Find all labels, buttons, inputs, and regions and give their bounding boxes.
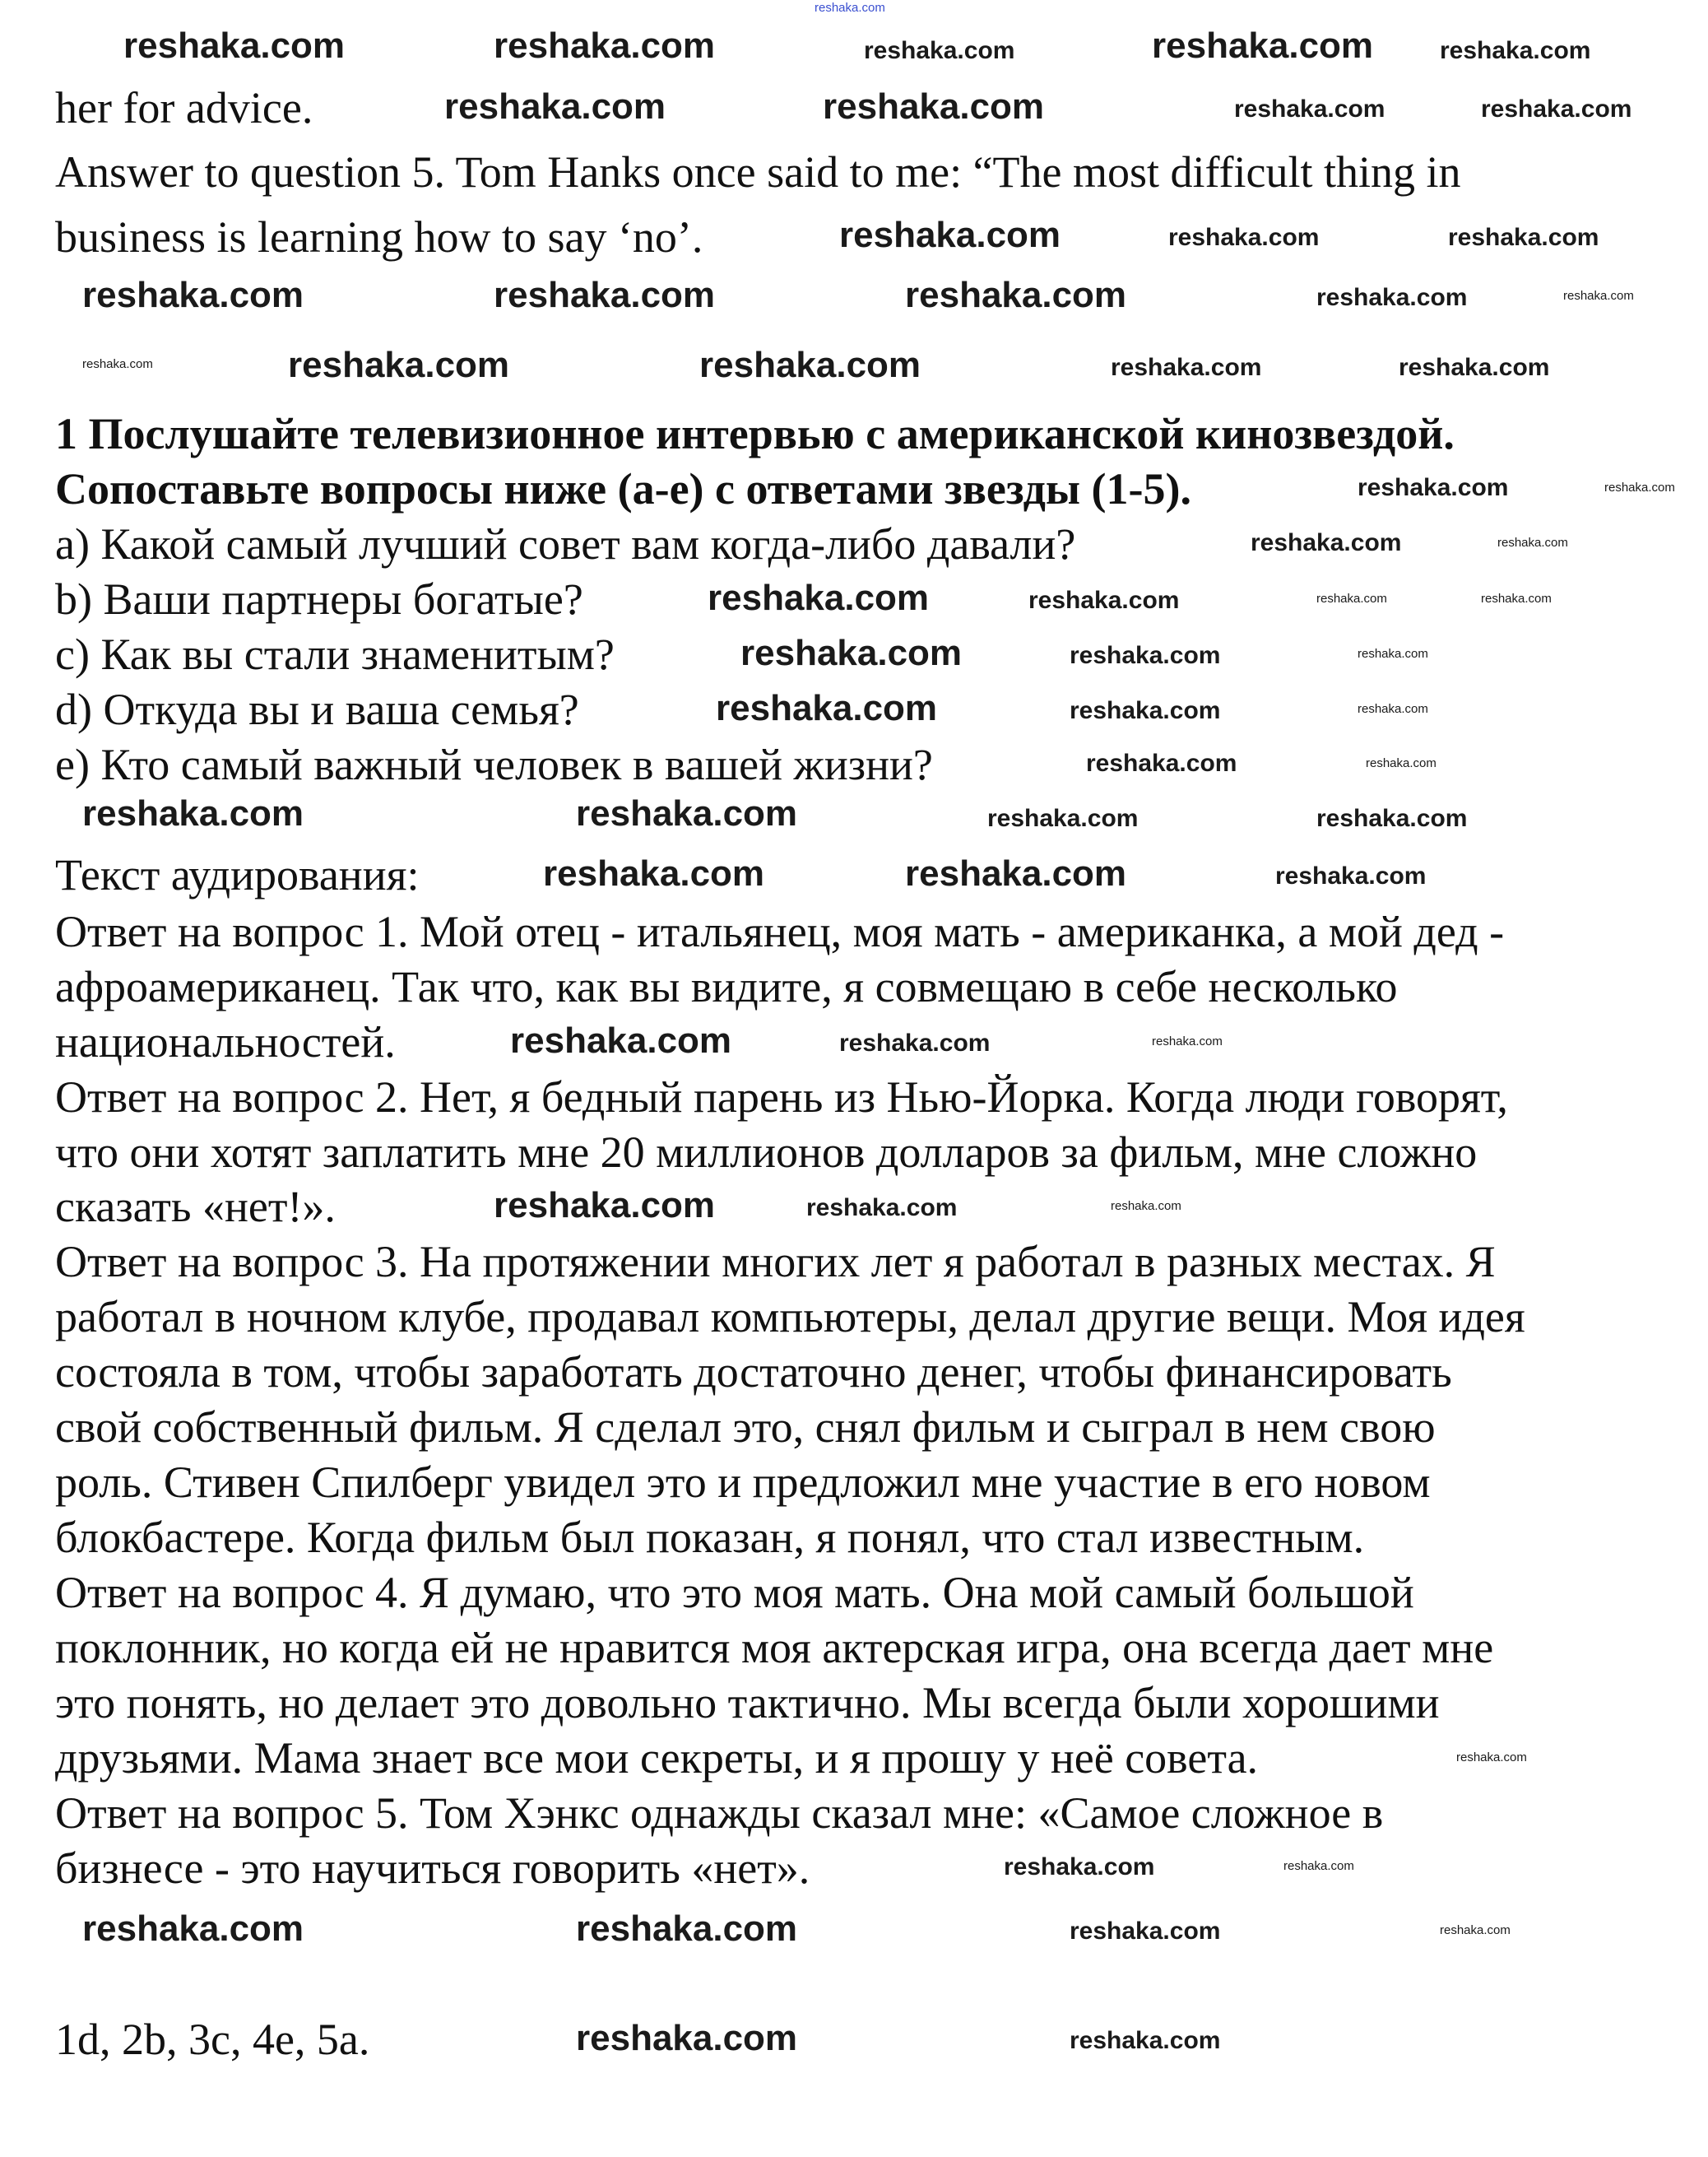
- transcript-line: Ответ на вопрос 3. На протяжении многих лет я работал в разных местах. Я: [55, 1237, 1496, 1286]
- watermark: reshaka.com: [1440, 1923, 1511, 1937]
- transcript-line: сказать «нет!».: [55, 1182, 336, 1231]
- watermark: reshaka.com: [494, 1185, 716, 1225]
- transcript-line: Ответ на вопрос 2. Нет, я бедный парень из Нью-Йорка. Когда люди говорят,: [55, 1072, 1508, 1122]
- watermark: reshaka.com: [708, 578, 930, 618]
- watermark: reshaka.com: [1111, 354, 1262, 381]
- transcript-line: это понять, но делает это довольно тактично. Мы всегда были хорошими: [55, 1678, 1440, 1727]
- watermark: reshaka.com: [1234, 95, 1385, 123]
- watermark: reshaka.com: [839, 1030, 991, 1057]
- english-line: her for advice.: [55, 83, 313, 132]
- watermark: reshaka.com: [1086, 750, 1237, 777]
- transcript-line: поклонник, но когда ей не нравится моя актерская игра, она всегда дает мне: [55, 1623, 1494, 1672]
- transcript-line: блокбастере. Когда фильм был показан, я понял, что стал известным.: [55, 1513, 1365, 1562]
- watermark: reshaka.com: [444, 86, 666, 127]
- watermark: reshaka.com: [1004, 1853, 1155, 1880]
- watermark: reshaka.com: [288, 345, 510, 385]
- watermark: reshaka.com: [1070, 697, 1221, 724]
- question-item: a) Какой самый лучший совет вам когда-либо давали?: [55, 519, 1076, 569]
- watermark: reshaka.com: [815, 1, 885, 15]
- watermark: reshaka.com: [1070, 2027, 1221, 2054]
- watermark: reshaka.com: [123, 26, 346, 66]
- transcript-line: что они хотят заплатить мне 20 миллионов долларов за фильм, мне сложно: [55, 1127, 1478, 1177]
- watermark: reshaka.com: [1358, 702, 1428, 716]
- watermark: reshaka.com: [82, 793, 304, 834]
- watermark: reshaka.com: [1481, 592, 1552, 606]
- watermark: reshaka.com: [1358, 647, 1428, 661]
- question-item: b) Ваши партнеры богатые?: [55, 574, 583, 624]
- watermark: reshaka.com: [1168, 224, 1320, 251]
- watermark: reshaka.com: [905, 275, 1127, 315]
- answer-key: 1d, 2b, 3c, 4e, 5a.: [55, 2015, 370, 2064]
- transcript-line: Ответ на вопрос 5. Том Хэнкс однажды сказал мне: «Самое сложное в: [55, 1788, 1384, 1838]
- watermark: reshaka.com: [1497, 536, 1568, 550]
- english-line: Answer to question 5. Tom Hanks once said to me: “The most difficult thing in: [55, 147, 1461, 197]
- transcript-line: состояла в том, чтобы заработать достаточно денег, чтобы финансировать: [55, 1347, 1452, 1397]
- watermark: reshaka.com: [1251, 529, 1402, 556]
- watermark: reshaka.com: [494, 275, 716, 315]
- watermark: reshaka.com: [987, 805, 1139, 832]
- watermark: reshaka.com: [82, 275, 304, 315]
- watermark: reshaka.com: [1399, 354, 1550, 381]
- transcript-line: национальностей.: [55, 1017, 396, 1067]
- transcript-line: афроамериканец. Так что, как вы видите, я совмещаю в себе несколько: [55, 962, 1398, 1011]
- transcript-title: Текст аудирования:: [55, 850, 420, 900]
- question-item: d) Откуда вы и ваша семья?: [55, 685, 579, 734]
- watermark: reshaka.com: [1316, 592, 1387, 606]
- watermark: reshaka.com: [1481, 95, 1632, 123]
- watermark: reshaka.com: [576, 793, 798, 834]
- transcript-line: роль. Стивен Спилберг увидел это и предложил мне участие в его новом: [55, 1457, 1431, 1507]
- watermark: reshaka.com: [510, 1020, 732, 1061]
- english-line: business is learning how to say ‘no’.: [55, 212, 703, 262]
- transcript-line: Ответ на вопрос 1. Мой отец - итальянец, моя мать - американка, а мой дед -: [55, 907, 1505, 956]
- watermark: reshaka.com: [543, 853, 765, 894]
- watermark: reshaka.com: [494, 26, 716, 66]
- watermark: reshaka.com: [1604, 481, 1675, 495]
- watermark: reshaka.com: [576, 2018, 798, 2058]
- watermark: reshaka.com: [1111, 1199, 1181, 1213]
- watermark: reshaka.com: [1070, 642, 1221, 669]
- watermark: reshaka.com: [1275, 862, 1427, 890]
- transcript-line: бизнесе - это научиться говорить «нет».: [55, 1843, 810, 1893]
- watermark: reshaka.com: [82, 1908, 304, 1949]
- watermark: reshaka.com: [1563, 289, 1634, 303]
- watermark: reshaka.com: [1028, 587, 1180, 614]
- watermark: reshaka.com: [576, 1908, 798, 1949]
- watermark: reshaka.com: [1283, 1859, 1354, 1873]
- task-heading: 1 Послушайте телевизионное интервью с американской кинозвездой.: [55, 409, 1455, 458]
- watermark: reshaka.com: [82, 357, 153, 371]
- watermark: reshaka.com: [839, 215, 1061, 255]
- watermark: reshaka.com: [1316, 805, 1468, 832]
- task-heading: Сопоставьте вопросы ниже (a-e) с ответами звезды (1-5).: [55, 464, 1192, 514]
- watermark: reshaka.com: [864, 37, 1015, 64]
- watermark: reshaka.com: [1316, 284, 1468, 311]
- transcript-line: Ответ на вопрос 4. Я думаю, что это моя мать. Она мой самый большой: [55, 1568, 1414, 1617]
- question-item: c) Как вы стали знаменитым?: [55, 630, 615, 679]
- transcript-line: друзьями. Мама знает все мои секреты, и я прошу у неё совета.: [55, 1733, 1259, 1783]
- watermark: reshaka.com: [1456, 1750, 1527, 1764]
- question-item: e) Кто самый важный человек в вашей жизни?: [55, 740, 933, 789]
- watermark: reshaka.com: [905, 853, 1127, 894]
- watermark: reshaka.com: [1448, 224, 1599, 251]
- watermark: reshaka.com: [823, 86, 1045, 127]
- watermark: reshaka.com: [740, 633, 963, 673]
- watermark: reshaka.com: [1070, 1918, 1221, 1945]
- watermark: reshaka.com: [806, 1194, 958, 1221]
- watermark: reshaka.com: [1440, 37, 1591, 64]
- watermark: reshaka.com: [1366, 756, 1436, 770]
- watermark: reshaka.com: [1152, 26, 1374, 66]
- watermark: reshaka.com: [1152, 1034, 1223, 1048]
- watermark: reshaka.com: [716, 688, 938, 728]
- transcript-line: свой собственный фильм. Я сделал это, снял фильм и сыграл в нем свою: [55, 1402, 1436, 1452]
- transcript-line: работал в ночном клубе, продавал компьютеры, делал другие вещи. Моя идея: [55, 1292, 1525, 1341]
- watermark: reshaka.com: [699, 345, 921, 385]
- watermark: reshaka.com: [1358, 474, 1509, 501]
